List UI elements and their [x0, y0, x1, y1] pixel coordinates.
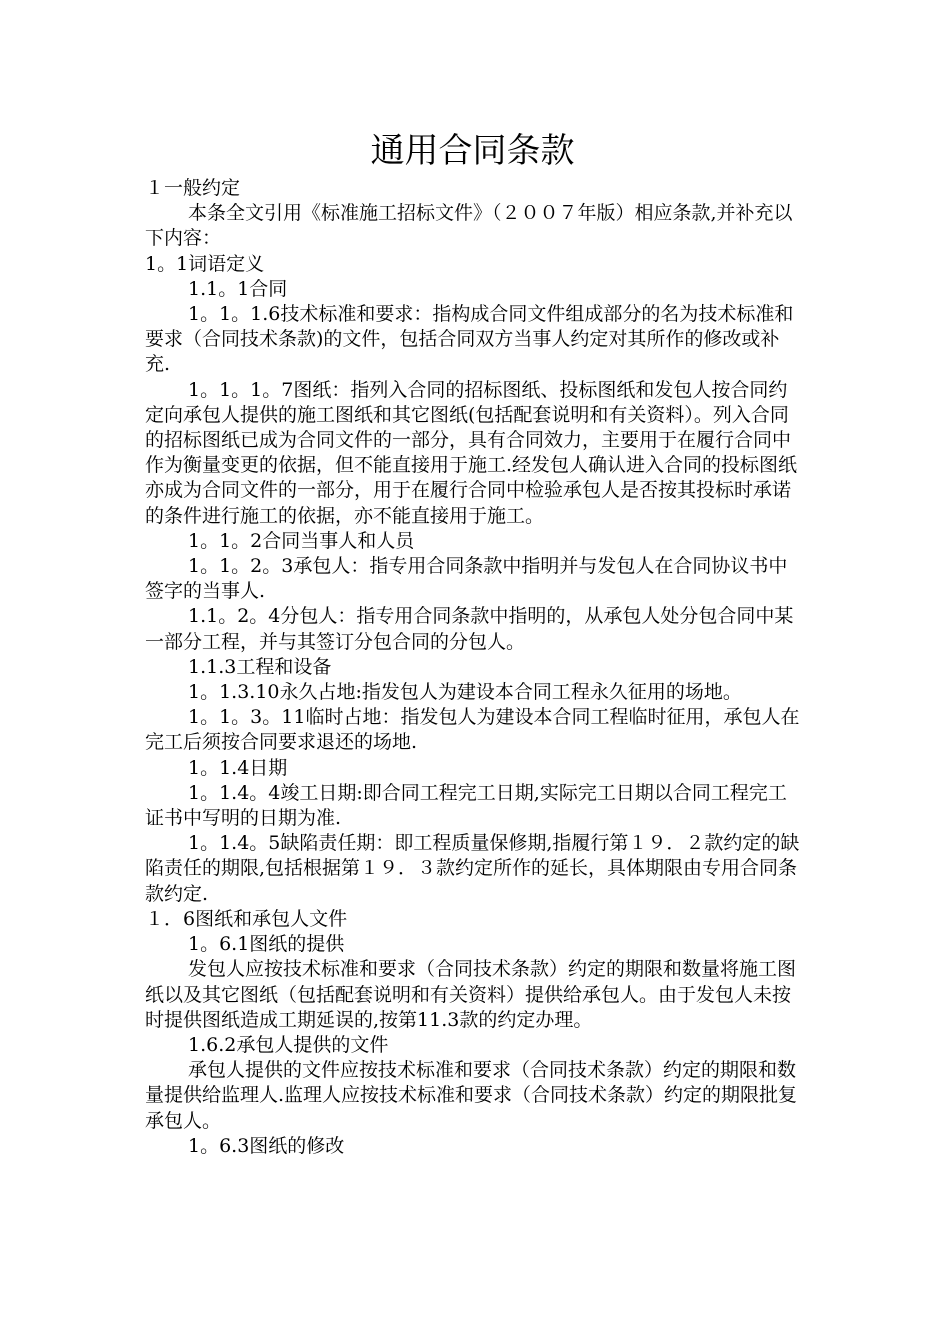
- paragraph: 1.1。2。4分包人：指专用合同条款中指明的，从承包人处分包合同中某一部分工程，并与其签订分包合同的分包人。: [145, 605, 794, 653]
- paragraph: 1。1.4。5缺陷责任期：即工程质量保修期,指履行第１９．２款约定的缺陷责任的期限,包括根据第１９．３款约定所作的延长，具体期限由专用合同条款约定.: [145, 832, 800, 905]
- paragraph: 1。6.3图纸的修改: [188, 1134, 345, 1157]
- paragraph: 1.6.2承包人提供的文件: [188, 1033, 389, 1056]
- paragraph: 1。1。1.6技术标准和要求：指构成合同文件组成部分的名为技术标准和要求（合同技术条款)的文件，包括合同双方当事人约定对其所作的修改或补充.: [145, 303, 794, 376]
- paragraph: 1。1词语定义: [145, 252, 265, 275]
- paragraph: 1。1。2。3承包人：指专用合同条款中指明并与发包人在合同协议书中签字的当事人.: [145, 555, 788, 603]
- paragraph: 1。1。1。7图纸：指列入合同的招标图纸、投标图纸和发包人按合同约定向承包人提供的施工图纸和其它图纸(包括配套说明和有关资料）。列入合同的招标图纸已成为合同文件的一部分，具有合同效力，主要用于在履行合同中作为衡量变更的依据，但不能直接用于施工.经发包人确认进入合同的投标图纸亦成为合同文件的一部分，用于在履行合同中检验承包人是否按其投标时承诺的条件进行施工的依据，亦不能直接用于施工。: [145, 378, 798, 527]
- document-title: 通用合同条款: [370, 131, 575, 171]
- paragraph: 1。1.3.10永久占地:指发包人为建设本合同工程永久征用的场地。: [188, 681, 742, 704]
- paragraph: 本条全文引用《标准施工招标文件》（２００７年版）相应条款,并补充以下内容：: [145, 202, 793, 250]
- paragraph: 承包人提供的文件应按技术标准和要求（合同技术条款）约定的期限和数量提供给监理人.监理人应按技术标准和要求（合同技术条款）约定的期限批复承包人。: [145, 1059, 798, 1132]
- document-body: [145, 176, 800, 1159]
- paragraph: 1.1。1合同: [188, 277, 288, 300]
- paragraph: 1。1。2合同当事人和人员: [188, 529, 415, 552]
- paragraph: 发包人应按技术标准和要求（合同技术条款）约定的期限和数量将施工图纸以及其它图纸（包括配套说明和有关资料）提供给承包人。由于发包人未按时提供图纸造成工期延误的,按第11.3款的约定办理。: [145, 958, 797, 1031]
- paragraph: １一般约定: [145, 177, 241, 199]
- paragraph: 1.1.3工程和设备: [188, 655, 332, 678]
- paragraph: 1。1.4日期: [188, 756, 288, 779]
- paragraph: 1。6.1图纸的提供: [188, 933, 345, 956]
- paragraph: １．6图纸和承包人文件: [145, 907, 348, 930]
- paragraph: 1。1。3。11临时占地：指发包人为建设本合同工程临时征用，承包人在完工后须按合同要求退还的场地.: [145, 706, 800, 754]
- paragraph: 1。1.4。4竣工日期:即合同工程完工日期,实际完工日期以合同工程完工证书中写明的日期为准.: [145, 781, 787, 830]
